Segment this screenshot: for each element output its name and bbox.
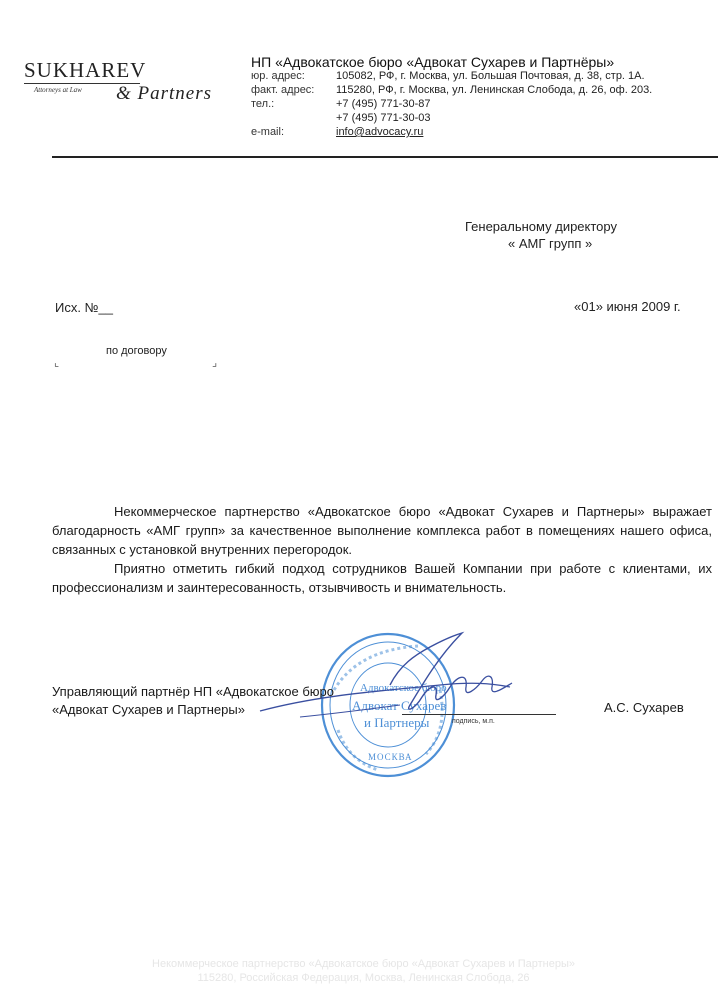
- letter-body: [52, 502, 712, 597]
- footer-line-1: Некоммерческое партнерство «Адвокатское бюро «Адвокат Сухарев и Партнеры»: [152, 958, 575, 970]
- subject-bracket-left: ⌞: [54, 357, 60, 369]
- stamp-line-3: и Партнеры: [364, 715, 430, 730]
- body-paragraph-1: Некоммерческое партнерство «Адвокатское бюро «Адвокат Сухарев и Партнеры» выражает благодарность «АМГ групп» за качественное выполнение комплекса работ в помещениях нашего офиса, связанных с установкой внутренних перегородок.: [52, 504, 712, 557]
- logo-wordmark: SUKHAREV: [24, 58, 147, 82]
- body-paragraph-2: Приятно отметить гибкий подход сотрудников Вашей Компании при работе с клиентами, их профессионализм и заинтересованность, отзывчивость и внимательность.: [52, 561, 712, 595]
- phone-label: тел.:: [251, 98, 275, 110]
- handwritten-signature: [240, 625, 540, 735]
- stamp-line-2: Адвокат Сухарев: [352, 698, 447, 713]
- logo-partners: & Partners: [116, 83, 213, 104]
- subject-bracket-right: ⌟: [212, 357, 218, 369]
- header-divider: [52, 156, 718, 158]
- email-label: e-mail:: [251, 126, 285, 138]
- letter-date: «01» июня 2009 г.: [574, 299, 681, 314]
- phone-1: +7 (495) 771-30-87: [336, 98, 431, 110]
- outgoing-number: Исх. №__: [55, 300, 113, 315]
- organization-name: НП «Адвокатское бюро «Адвокат Сухарев и Партнёры»: [251, 54, 615, 70]
- signature-caption: подпись, м.п.: [452, 718, 495, 725]
- signatory-name: А.С. Сухарев: [604, 700, 684, 715]
- legal-address-label: юр. адрес:: [251, 70, 305, 82]
- letter-subject: по договору: [106, 345, 167, 357]
- signatory-position-line-1: Управляющий партнёр НП «Адвокатское бюро: [52, 684, 335, 699]
- signatory-position-line-2: «Адвокат Сухарев и Партнеры»: [52, 702, 245, 717]
- actual-address-label: факт. адрес:: [251, 84, 315, 96]
- stamp-line-1: Адвокатское бюро: [360, 682, 447, 694]
- addressee-company: « АМГ групп »: [508, 236, 593, 251]
- addressee-title: Генеральному директору: [465, 219, 617, 234]
- actual-address: 115280, РФ, г. Москва, ул. Ленинская Слобода, д. 26, оф. 203.: [336, 84, 653, 96]
- phone-2: +7 (495) 771-30-03: [336, 112, 431, 124]
- footer-line-2: 115280, Российская Федерация, Москва, Ленинская Слобода, 26: [197, 972, 530, 984]
- legal-address: 105082, РФ, г. Москва, ул. Большая Почтовая, д. 38, стр. 1А.: [336, 70, 645, 82]
- email-link[interactable]: info@advocacy.ru: [336, 126, 424, 138]
- stamp-city: МОСКВА: [368, 752, 413, 762]
- logo-tagline: Attorneys at Law: [34, 86, 82, 94]
